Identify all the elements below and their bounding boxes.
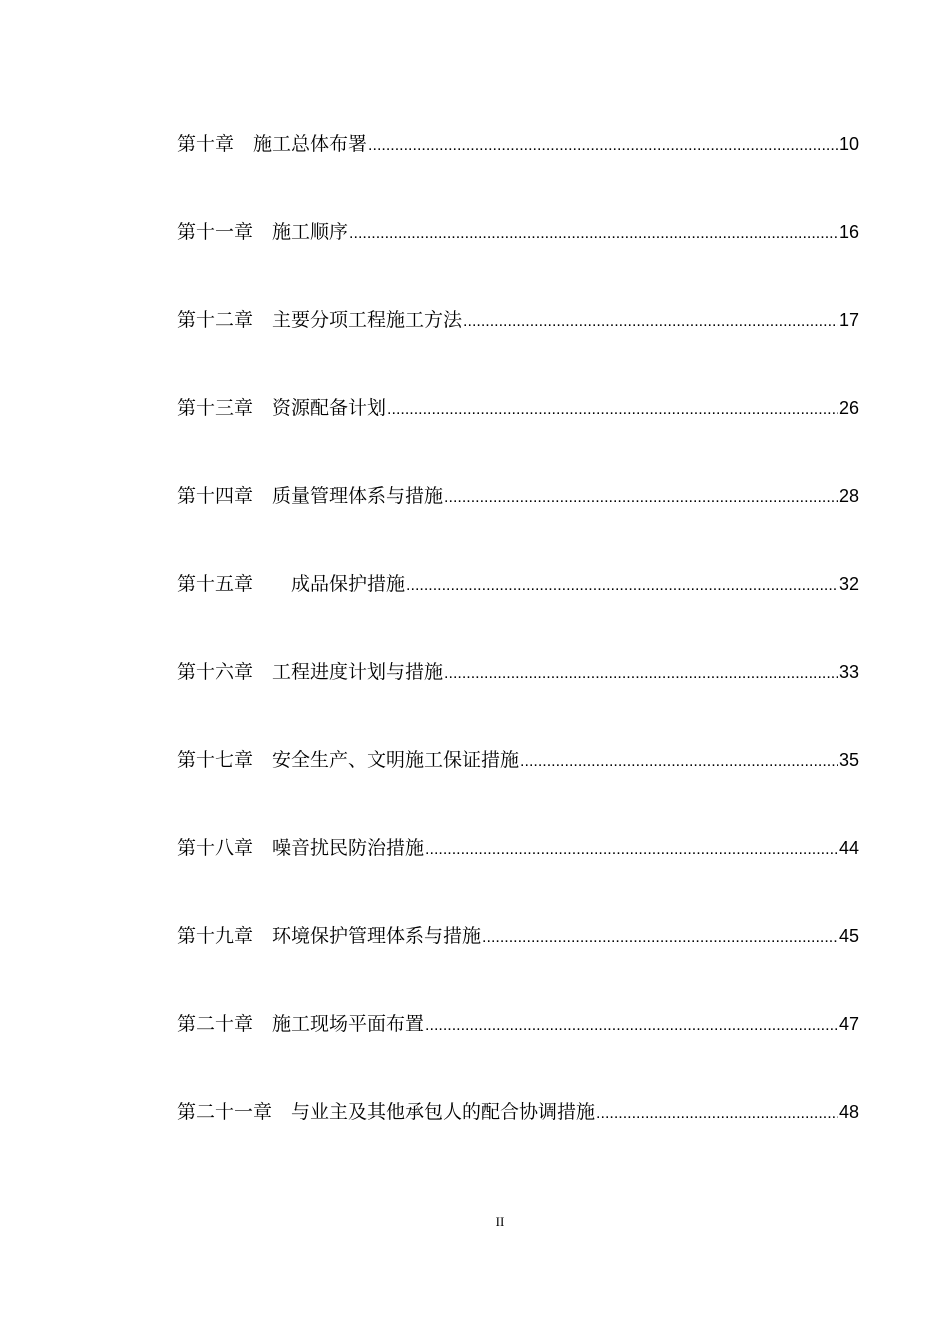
toc-gap	[253, 916, 272, 956]
toc-page-number: 35	[838, 750, 859, 770]
toc-entry-15[interactable]	[177, 564, 859, 652]
toc-page-number: 28	[838, 486, 859, 506]
toc-title: 与业主及其他承包人的配合协调措施	[291, 1101, 596, 1123]
toc-leader-dots	[387, 390, 838, 430]
toc-page-number: 47	[838, 1014, 859, 1034]
toc-chapter-label: 第十七章	[177, 749, 254, 771]
toc-chapter-label: 第十四章	[177, 485, 254, 507]
toc-chapter-label: 第十二章	[177, 309, 254, 331]
toc-title: 环境保护管理体系与措施	[272, 925, 482, 947]
toc-page-number: 17	[838, 310, 859, 330]
toc-page-number: 16	[838, 222, 859, 242]
toc-leader-dots	[425, 1006, 838, 1046]
toc-title: 施工顺序	[272, 221, 349, 243]
toc-title: 资源配备计划	[272, 397, 387, 419]
toc-chapter-label: 第十九章	[177, 925, 254, 947]
toc-entry-19[interactable]	[177, 916, 859, 1004]
toc-gap	[253, 300, 272, 340]
toc-leader-dots	[596, 1094, 838, 1134]
toc-entry-14[interactable]	[177, 476, 859, 564]
toc-gap	[253, 212, 272, 252]
toc-chapter-label: 第十八章	[177, 837, 254, 859]
toc-entry-17[interactable]	[177, 740, 859, 828]
toc-gap	[253, 740, 272, 780]
toc-title: 噪音扰民防治措施	[272, 837, 425, 859]
toc-title: 安全生产、文明施工保证措施	[272, 749, 520, 771]
toc-entry-20[interactable]	[177, 1004, 859, 1092]
toc-entry-16[interactable]	[177, 652, 859, 740]
toc-page-number: 32	[838, 574, 859, 594]
toc-chapter-label: 第十三章	[177, 397, 254, 419]
toc-chapter-label: 第二十一章	[177, 1101, 273, 1123]
toc-leader-dots	[444, 478, 838, 518]
table-of-contents	[177, 124, 859, 1180]
toc-entry-10[interactable]	[177, 124, 859, 212]
toc-leader-dots	[425, 830, 838, 870]
toc-gap	[234, 124, 253, 164]
toc-gap	[253, 652, 272, 692]
footer-page-number: II	[495, 1214, 505, 1229]
toc-leader-dots	[463, 302, 838, 342]
toc-entry-11[interactable]	[177, 212, 859, 300]
toc-title: 施工现场平面布置	[272, 1013, 425, 1035]
toc-entry-12[interactable]	[177, 300, 859, 388]
toc-gap	[253, 388, 272, 428]
toc-page-number: 44	[838, 838, 859, 858]
toc-gap	[253, 476, 272, 516]
toc-leader-dots	[482, 918, 838, 958]
toc-chapter-label: 第二十章	[177, 1013, 254, 1035]
toc-chapter-label: 第十章	[177, 133, 235, 155]
toc-leader-dots	[368, 126, 838, 166]
toc-title: 施工总体布署	[253, 133, 368, 155]
toc-entry-18[interactable]	[177, 828, 859, 916]
toc-leader-dots	[444, 654, 838, 694]
toc-chapter-label: 第十五章	[177, 573, 254, 595]
toc-page-number: 33	[838, 662, 859, 682]
toc-page-number: 45	[838, 926, 859, 946]
toc-entry-21[interactable]	[177, 1092, 859, 1180]
toc-chapter-label: 第十六章	[177, 661, 254, 683]
toc-leader-dots	[520, 742, 838, 782]
toc-page-number: 26	[838, 398, 859, 418]
toc-gap	[253, 1004, 272, 1044]
toc-title: 成品保护措施	[291, 573, 406, 595]
toc-title: 质量管理体系与措施	[272, 485, 444, 507]
toc-title: 工程进度计划与措施	[272, 661, 444, 683]
toc-page-number: 10	[838, 134, 859, 154]
toc-gap	[272, 1092, 291, 1132]
toc-leader-dots	[406, 566, 838, 606]
toc-gap	[253, 828, 272, 868]
toc-chapter-label: 第十一章	[177, 221, 254, 243]
toc-entry-13[interactable]	[177, 388, 859, 476]
toc-leader-dots	[349, 214, 838, 254]
toc-page-number: 48	[838, 1102, 859, 1122]
toc-title: 主要分项工程施工方法	[272, 309, 463, 331]
toc-gap	[253, 564, 291, 604]
